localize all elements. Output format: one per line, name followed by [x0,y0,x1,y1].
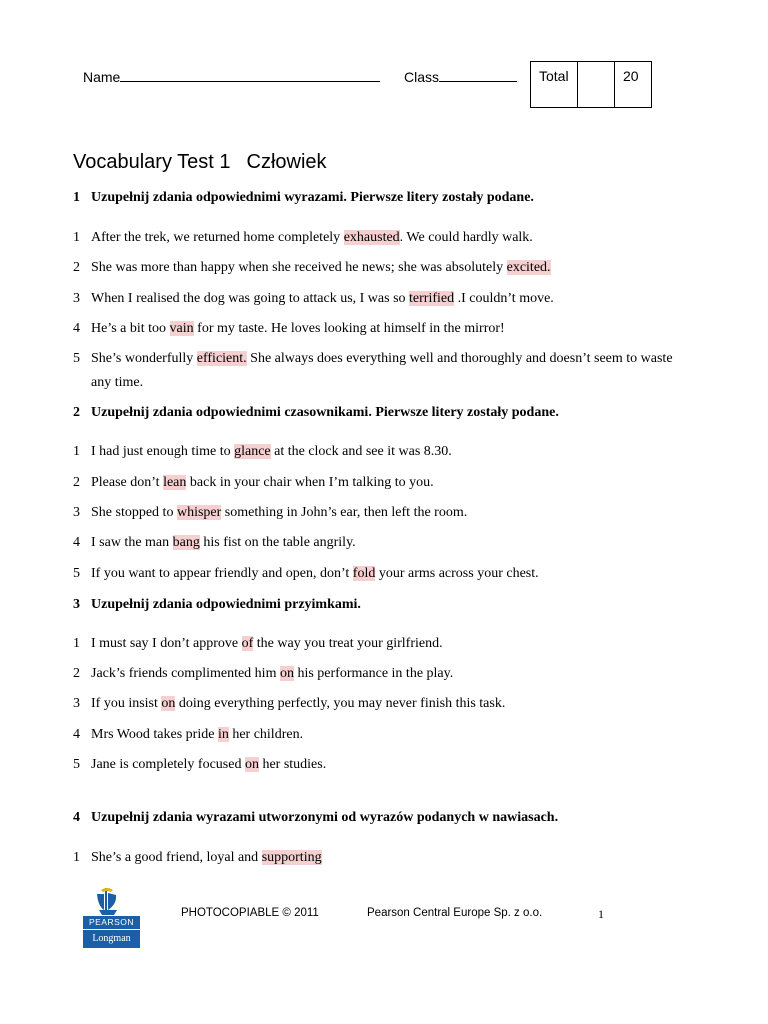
item-number: 2 [73,260,80,275]
list-item [73,351,673,367]
item-text-before: When I realised the dog was going to attack us, I was so [91,291,410,306]
list-item [73,291,554,307]
answer-highlight: in [217,727,229,742]
item-number: 5 [73,351,80,366]
answer-highlight: supporting [261,850,322,865]
item-number: 3 [73,291,80,306]
item-number: 5 [73,566,80,581]
list-item-continuation: any time. [91,375,144,390]
score-box [530,61,652,108]
list-item [73,505,467,521]
list-item [73,535,356,551]
item-text-before: Mrs Wood takes pride [91,727,218,742]
item-number: 1 [73,850,80,865]
item-text-after: his fist on the table angrily. [199,535,356,550]
list-item [73,696,505,712]
publisher-name: Pearson Central Europe Sp. z o.o. [367,907,543,919]
logo-longman-text: Longman [92,933,131,944]
answer-highlight: on [244,757,259,772]
section-text: Uzupełnij zdania odpowiednimi przyimkami. [91,597,361,612]
answer-highlight: glance [234,444,271,459]
answer-highlight: exhausted [343,230,400,245]
item-text-after: doing everything perfectly, you may never finish this task. [175,696,506,711]
section-number: 4 [73,810,80,825]
list-item [73,727,303,743]
title-topic: Człowiek [246,151,327,173]
item-number: 4 [73,535,80,550]
section-4-instruction [73,810,558,826]
answer-highlight: of [241,636,254,651]
page-title [73,151,327,174]
item-text-before: She’s wonderfully [91,351,197,366]
item-text-after: something in John’s ear, then left the room. [221,505,468,520]
item-text-before: She’s a good friend, loyal and [91,850,262,865]
class-blank-line[interactable] [439,68,517,82]
list-item [73,666,453,682]
item-number: 4 [73,727,80,742]
item-text-after: . We could hardly walk. [399,230,533,245]
item-text-before: After the trek, we returned home completely [91,230,344,245]
answer-highlight: terrified [409,291,455,306]
answer-highlight: fold [352,566,376,581]
section-number: 1 [73,190,80,205]
item-number: 1 [73,230,80,245]
item-text-after: your arms across your chest. [375,566,539,581]
list-item [73,260,551,276]
item-text-before: If you insist [91,696,162,711]
list-item [73,444,452,460]
item-number: 3 [73,696,80,711]
item-text-before: She stopped to [91,505,177,520]
item-text-before: She was more than happy when she received he news; she was absolutely [91,260,507,275]
item-text-before: He’s a bit too [91,321,170,336]
item-text-before: Please don’t [91,475,164,490]
name-field[interactable] [83,68,380,85]
pearson-longman-logo [83,884,140,948]
section-number: 2 [73,405,80,420]
section-number: 3 [73,597,80,612]
item-text-before: I had just enough time to [91,444,235,459]
answer-highlight: excited. [506,260,551,275]
section-2-instruction [73,405,559,421]
item-number: 1 [73,444,80,459]
list-item [73,321,505,337]
class-field[interactable] [404,68,517,85]
max-score: 20 [623,68,639,84]
photocopiable-notice: PHOTOCOPIABLE © 2011 [181,907,319,919]
item-number: 4 [73,321,80,336]
item-number: 1 [73,636,80,651]
section-text: Uzupełnij zdania odpowiednimi wyrazami. Pierwsze litery zostały podane. [91,190,534,205]
item-text-after: her studies. [258,757,327,772]
name-label: Name [83,69,121,85]
item-number: 2 [73,666,80,681]
item-text-after: her children. [228,727,304,742]
item-number: 2 [73,475,80,490]
item-text-before: Jane is completely focused [91,757,245,772]
item-text-after: at the clock and see it was 8.30. [270,444,452,459]
title-main: Vocabulary Test 1 [73,151,231,173]
list-item [73,757,326,773]
item-text-before: I saw the man [91,535,173,550]
logo-divider [83,929,140,930]
section-text: Uzupełnij zdania odpowiednimi czasownikami. Pierwsze litery zostały podane. [91,405,559,420]
answer-highlight: bang [172,535,200,550]
answer-highlight: vain [169,321,194,336]
answer-highlight: lean [163,475,187,490]
list-item [73,230,533,246]
score-blank-cell[interactable] [578,62,615,107]
logo-pearson-text: PEARSON [88,917,135,927]
item-text-after: She always does everything well and thoroughly and doesn’t seem to waste [246,351,673,366]
answer-highlight: whisper [176,505,222,520]
item-number: 5 [73,757,80,772]
list-item [73,475,434,491]
section-1-instruction [73,190,534,206]
answer-highlight: on [161,696,176,711]
item-text-before: If you want to appear friendly and open, don’t [91,566,353,581]
item-text-after: his performance in the play. [293,666,454,681]
item-text-after: .I couldn’t move. [454,291,554,306]
item-text-before: I must say I don’t approve [91,636,242,651]
section-3-instruction [73,597,361,613]
page-number: 1 [598,907,604,921]
section-text: Uzupełnij zdania wyrazami utworzonymi od wyrazów podanych w nawiasach. [91,810,559,825]
list-item [73,566,539,582]
total-label: Total [531,62,578,107]
answer-highlight: on [279,666,294,681]
list-item [73,850,322,866]
item-text-before: Jack’s friends complimented him [91,666,280,681]
item-text-after: for my taste. He loves looking at himself in the mirror! [193,321,505,336]
item-text-after: back in your chair when I’m talking to you. [186,475,434,490]
list-item [73,636,443,652]
answer-highlight: efficient. [196,351,247,366]
item-number: 3 [73,505,80,520]
name-blank-line[interactable] [120,68,380,82]
item-text-after: the way you treat your girlfriend. [253,636,443,651]
class-label: Class [404,69,440,85]
